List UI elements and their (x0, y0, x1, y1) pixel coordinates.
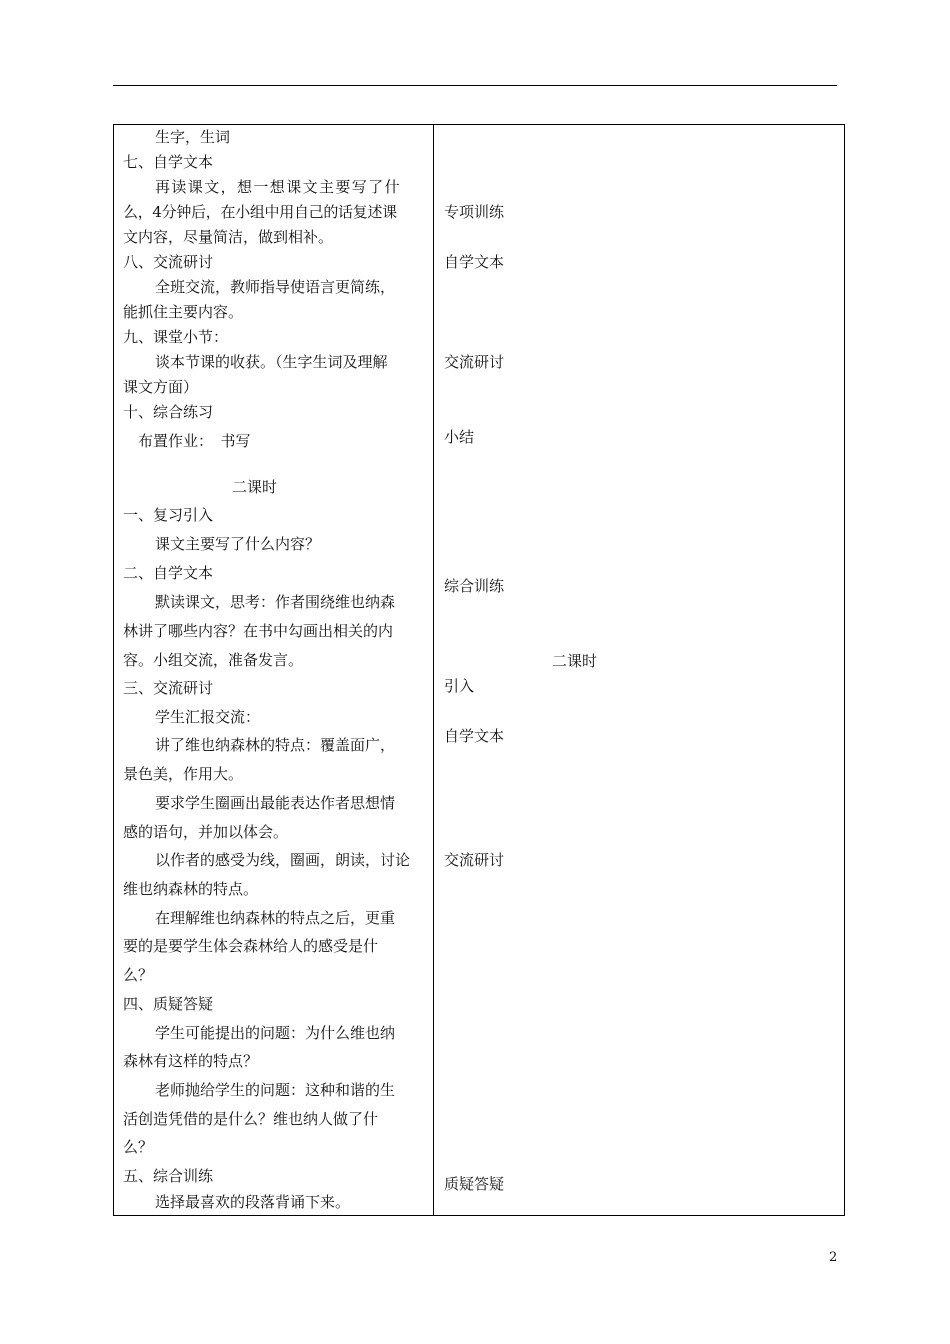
page-number: 2 (829, 1250, 838, 1265)
section-heading: 十、综合练习 (123, 403, 214, 421)
left-line: 能抓住主要内容。 (123, 303, 244, 321)
left-line: 林讲了哪些内容？在书中勾画出相关的内 (123, 622, 394, 640)
left-line: 维也纳森林的特点。 (123, 880, 259, 898)
left-line: 容。小组交流，准备发言。 (123, 651, 304, 669)
right-label: 综合训练 (444, 577, 505, 595)
left-line: 森林有这样的特点？ (123, 1052, 259, 1070)
section-heading: 七、自学文本 (123, 153, 214, 171)
left-line: 要求学生圈画出最能表达作者思想情 (155, 794, 396, 812)
column-divider (433, 124, 434, 1216)
left-line: 课文方面） (123, 378, 199, 396)
right-label: 专项训练 (444, 203, 505, 221)
right-label: 交流研讨 (444, 353, 505, 371)
left-line: 讲了维也纳森林的特点：覆盖面广， (155, 736, 396, 754)
section-heading: 五、综合训练 (123, 1167, 214, 1185)
left-line: 活创造凭借的是什么？维也纳人做了什 (123, 1110, 379, 1128)
left-line: 学生可能提出的问题：为什么维也纳 (155, 1024, 396, 1042)
left-line: 么？ (123, 1138, 154, 1156)
section-heading: 一、复习引入 (123, 506, 214, 524)
header-rule (113, 85, 837, 86)
left-line: 布置作业： 书写 (138, 432, 251, 450)
right-label: 自学文本 (444, 727, 505, 745)
left-line: 谈本节课的收获。（生字生词及理解 (155, 353, 388, 371)
left-line: 景色美，作用大。 (123, 765, 244, 783)
left-line: 么，4分钟后，在小组中用自己的话复述课 (123, 203, 397, 221)
session-title: 二课时 (552, 652, 598, 670)
section-heading: 八、交流研讨 (123, 253, 214, 271)
section-heading: 九、课堂小节： (123, 328, 229, 346)
right-label: 引入 (444, 677, 475, 695)
right-label: 自学文本 (444, 253, 505, 271)
section-heading: 二、自学文本 (123, 564, 214, 582)
left-line: 么？ (123, 966, 154, 984)
left-line: 要的是要学生体会森林给人的感受是什 (123, 937, 379, 955)
left-line: 感的语句，并加以体会。 (123, 823, 289, 841)
left-line: 以作者的感受为线，圈画，朗读，讨论 (155, 851, 411, 869)
right-label: 小结 (444, 428, 475, 446)
left-line: 再读课文，想一想课文主要写了什 (155, 178, 402, 196)
left-line: 生字，生词 (155, 128, 231, 146)
left-line: 全班交流，教师指导使语言更简练， (155, 278, 396, 296)
section-heading: 四、质疑答疑 (123, 995, 214, 1013)
left-line: 在理解维也纳森林的特点之后，更重 (155, 909, 396, 927)
left-line: 老师抛给学生的问题：这种和谐的生 (155, 1081, 396, 1099)
left-line: 课文主要写了什么内容？ (155, 535, 321, 553)
left-line: 默读课文，思考：作者围绕维也纳森 (155, 593, 396, 611)
section-heading: 三、交流研讨 (123, 679, 214, 697)
left-line: 选择最喜欢的段落背诵下来。 (155, 1193, 351, 1211)
left-line: 文内容，尽量简洁，做到相补。 (123, 228, 334, 246)
right-label: 交流研讨 (444, 851, 505, 869)
session-title: 二课时 (232, 478, 278, 496)
left-line: 学生汇报交流： (155, 708, 261, 726)
right-label: 质疑答疑 (444, 1175, 505, 1193)
